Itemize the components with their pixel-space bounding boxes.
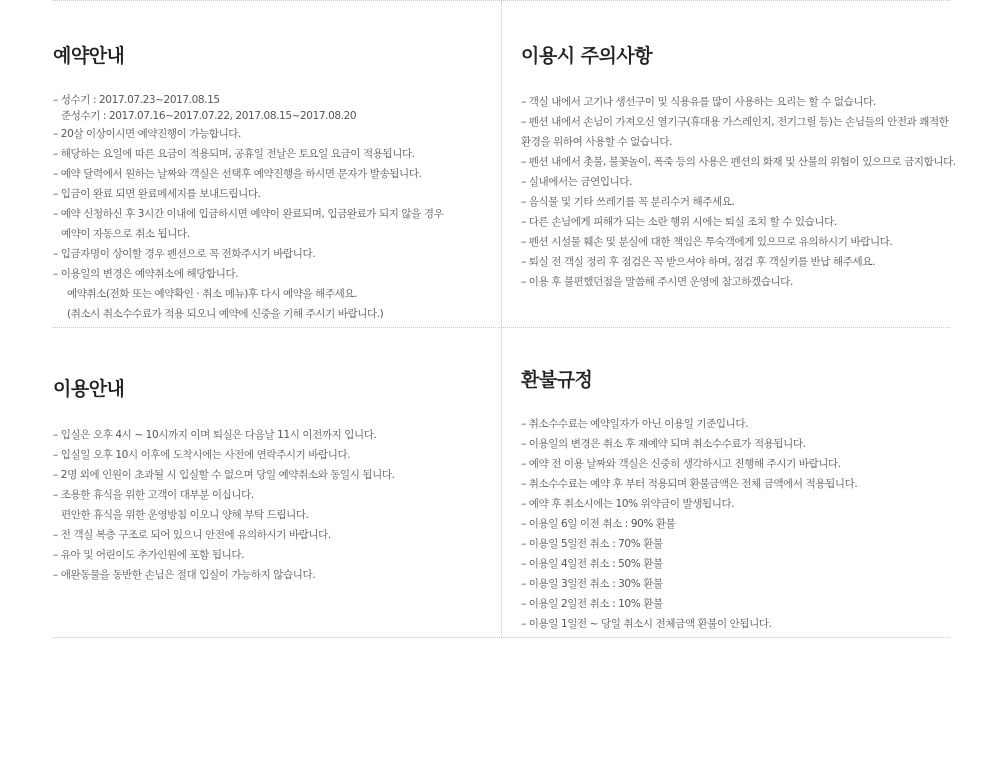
list-item: 환경을 위하여 사용할 수 없습니다. [521, 136, 673, 148]
list-item: – 2명 외에 인원이 초과될 시 입실할 수 없으며 당일 예약취소와 동일시 됩니다. [53, 469, 395, 481]
info-grid [53, 0, 956, 638]
list-item: – 예약 후 취소시에는 10% 위약금이 발생됩니다. [521, 498, 735, 510]
list-item: – 입금이 완료 되면 완료메세지를 보내드립니다. [53, 188, 261, 200]
list-item: – 객실 내에서 고기나 생선구이 및 식용유를 많이 사용하는 요리는 할 수 없습니다. [521, 96, 876, 108]
list-item: – 펜션 시설물 훼손 및 분실에 대한 책임은 투숙객에게 있으므로 유의하시기 바랍니다. [521, 236, 893, 248]
list-item: – 성수기 : 2017.07.23~2017.08.15 [53, 94, 220, 106]
list-item: – 예약 달력에서 원하는 날짜와 객실은 선택후 예약진행을 하시면 문자가 발송됩니다. [53, 168, 422, 180]
list-item: – 전 객실 복층 구조로 되어 있으니 안전에 유의하시기 바랍니다. [53, 529, 331, 541]
usage-info-list [53, 425, 395, 585]
usage-cautions-list [521, 92, 956, 292]
usage-cautions-title: 이용시 주의사항 [521, 45, 653, 67]
refund-policy-section [521, 365, 857, 634]
list-item: – 이용일 3일전 취소 : 30% 환불 [521, 578, 663, 590]
usage-info-section [53, 374, 395, 585]
list-item: – 유아 및 어린이도 추가인원에 포함 됩니다. [53, 549, 245, 561]
list-item: – 이용일 1일전 ~ 당일 취소시 전체금액 환불이 안됩니다. [521, 618, 772, 630]
list-item: – 20살 이상이시면 예약진행이 가능합니다. [53, 128, 241, 140]
list-item: – 애완동물을 동반한 손님은 절대 입실이 가능하지 않습니다. [53, 569, 316, 581]
list-item: (취소시 취소수수료가 적용 되오니 예약에 신중을 기해 주시기 바랍니다.) [67, 308, 384, 320]
reservation-info-title: 예약안내 [53, 45, 125, 67]
usage-cautions-section [521, 41, 956, 292]
list-item: – 퇴실 전 객실 정리 후 점검은 꼭 받으셔야 하며, 점검 후 객실키를 반납 해주세요. [521, 256, 875, 268]
list-item: – 취소수수료는 예약 후 부터 적용되며 환불금액은 전체 금액에서 적용됩니다. [521, 478, 858, 490]
list-item: 준성수기 : 2017.07.16~2017.07.22, 2017.08.15~2017.08.20 [61, 110, 357, 122]
list-item: – 이용일 5일전 취소 : 70% 환불 [521, 538, 663, 550]
vertical-divider [501, 1, 502, 637]
list-item: – 이용 후 불편했던점을 말씀해 주시면 운영에 참고하겠습니다. [521, 276, 793, 288]
list-item: 예약이 자동으로 취소 됩니다. [61, 228, 190, 240]
list-item: – 조용한 휴식을 위한 고객이 대부분 이십니다. [53, 489, 254, 501]
list-item: – 이용일의 변경은 예약취소에 해당합니다. [53, 268, 239, 280]
list-item: – 다른 손님에게 피해가 되는 소란 행위 시에는 퇴실 조치 할 수 있습니다. [521, 216, 837, 228]
list-item: – 입실일 오후 10시 이후에 도착시에는 사전에 연락주시기 바랍니다. [53, 449, 351, 461]
list-item: – 펜션 내에서 촛불, 불꽃놀이, 폭죽 등의 사용은 펜션의 화재 및 산불의 위험이 있으므로 금지합니다. [521, 156, 956, 168]
reservation-info-list [53, 92, 443, 324]
list-item: – 해당하는 요일에 따른 요금이 적용되며, 공휴일 전날은 토요일 요금이 적용됩니다. [53, 148, 415, 160]
list-item: 예약취소(전화 또는 예약확인 · 취소 메뉴)후 다시 예약을 해주세요. [67, 288, 358, 300]
list-item: – 이용일의 변경은 취소 후 재예약 되며 취소수수료가 적용됩니다. [521, 438, 806, 450]
list-item: – 이용일 2일전 취소 : 10% 환불 [521, 598, 663, 610]
horizontal-divider [53, 327, 950, 328]
refund-policy-title: 환불규정 [521, 369, 593, 391]
list-item: – 예약 신청하신 후 3시간 이내에 입금하시면 예약이 완료되며, 입금완료가 되지 않을 경우 [53, 208, 444, 220]
usage-info-title: 이용안내 [53, 378, 125, 400]
refund-policy-list [521, 414, 857, 634]
list-item: – 음식물 및 기타 쓰레기를 꼭 분리수거 해주세요. [521, 196, 735, 208]
list-item: – 이용일 6일 이전 취소 : 90% 환불 [521, 518, 676, 530]
list-item: – 예약 전 이용 날짜와 객실은 신중히 생각하시고 진행해 주시기 바랍니다. [521, 458, 841, 470]
list-item: – 입실은 오후 4시 ~ 10시까지 이며 퇴실은 다음날 11시 이전까지 입니다. [53, 429, 377, 441]
list-item: – 실내에서는 금연입니다. [521, 176, 633, 188]
list-item: – 입금자명이 상이할 경우 펜션으로 꼭 전화주시기 바랍니다. [53, 248, 316, 260]
list-item: – 이용일 4일전 취소 : 50% 환불 [521, 558, 663, 570]
list-item: – 취소수수료는 예약일자가 아닌 이용일 기준입니다. [521, 418, 749, 430]
list-item: 편안한 휴식을 위한 운영방침 이오니 양해 부탁 드립니다. [61, 509, 309, 521]
list-item: – 펜션 내에서 손님이 가져오신 열기구(휴대용 가스레인지, 전기그릴 등)는 손님들의 안전과 쾌적한 [521, 116, 949, 128]
reservation-info-section [53, 41, 443, 324]
